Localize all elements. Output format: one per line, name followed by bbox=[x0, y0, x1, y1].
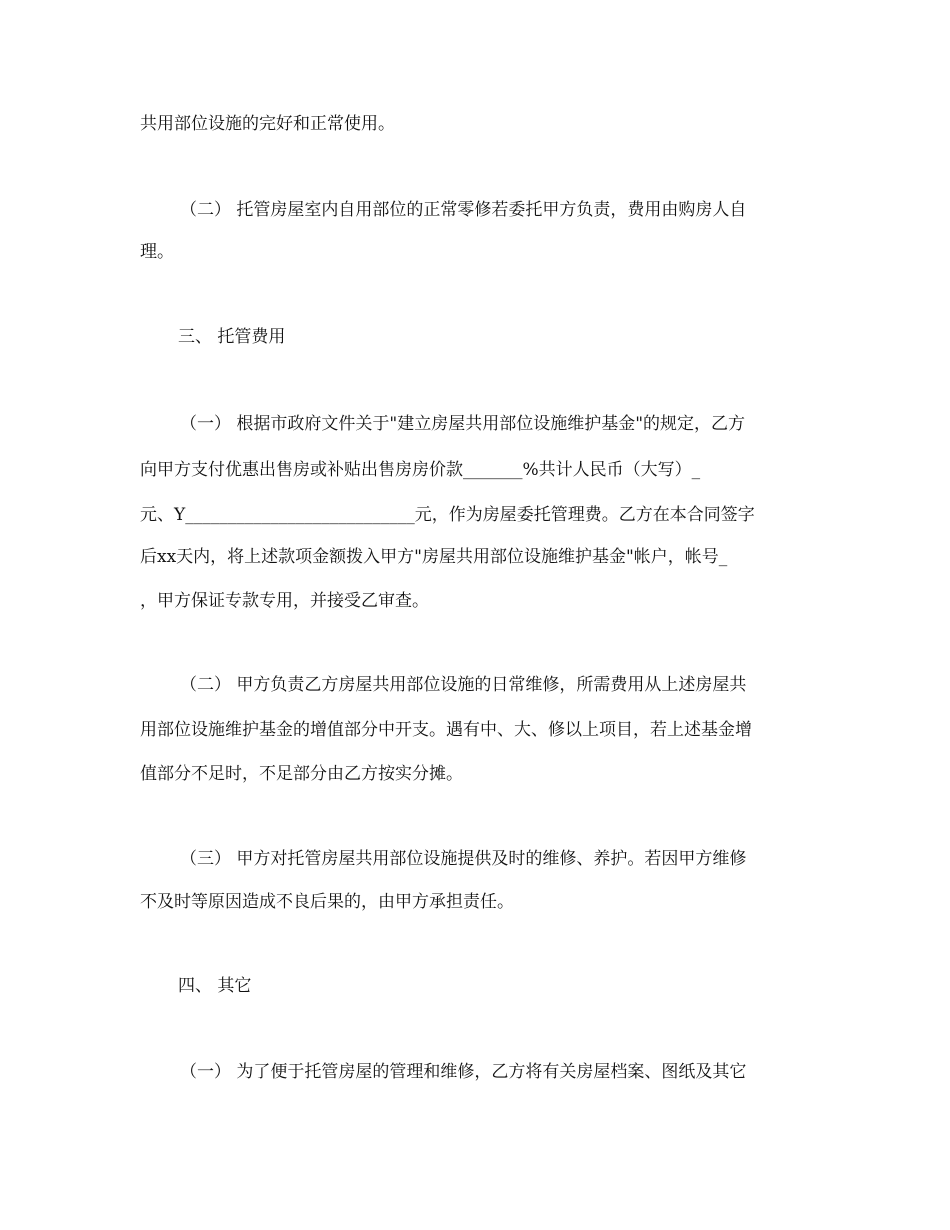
paragraph-line-7: 后xx天内，将上述款项金额拨入甲方"房屋共用部位设施维护基金"帐户，帐号_ bbox=[140, 547, 728, 567]
paragraph-line-11: 值部分不足时，不足部分由乙方按实分摊。 bbox=[140, 764, 463, 784]
paragraph-line-6: 元、Y___________________________元，作为房屋委托管理费。乙方在本合同签字 bbox=[140, 505, 755, 525]
paragraph-line-13: 不及时等原因造成不良后果的，由甲方承担责任。 bbox=[140, 892, 514, 912]
paragraph-line-3: 理。 bbox=[140, 242, 174, 262]
section-heading-3: 三、 托管费用 bbox=[178, 327, 286, 347]
paragraph-line-14: （一） 为了便于托管房屋的管理和维修，乙方将有关房屋档案、图纸及其它 bbox=[180, 1062, 747, 1082]
paragraph-line-1: 共用部位设施的完好和正常使用。 bbox=[140, 114, 395, 134]
paragraph-line-4: （一） 根据市政府文件关于"建立房屋共用部位设施维护基金"的规定，乙方 bbox=[180, 414, 746, 434]
paragraph-line-8: ，甲方保证专款专用，并接受乙审查。 bbox=[140, 591, 429, 611]
paragraph-line-5: 向甲方支付优惠出售房或补贴出售房房价款_______%共计人民币（大写）_ bbox=[140, 460, 701, 480]
paragraph-line-2: （二） 托管房屋室内自用部位的正常零修若委托甲方负责，费用由购房人自 bbox=[180, 200, 747, 220]
paragraph-line-12: （三） 甲方对托管房屋共用部位设施提供及时的维修、养护。若因甲方维修 bbox=[180, 849, 747, 869]
paragraph-line-9: （二） 甲方负责乙方房屋共用部位设施的日常维修，所需费用从上述房屋共 bbox=[180, 675, 747, 695]
section-heading-4: 四、 其它 bbox=[178, 976, 252, 996]
paragraph-line-10: 用部位设施维护基金的增值部分中开支。遇有中、大、修以上项目，若上述基金增 bbox=[140, 720, 752, 740]
